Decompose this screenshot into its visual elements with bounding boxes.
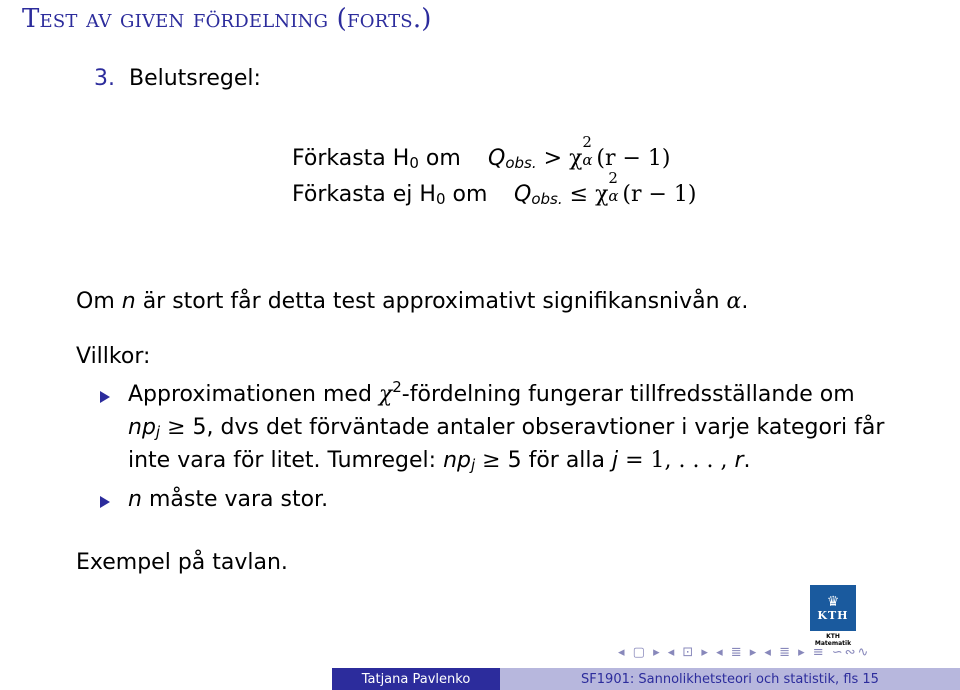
b1-geq: ≥ — [167, 415, 186, 440]
bullet-triangle-icon — [100, 496, 110, 508]
footer-bar — [0, 668, 960, 690]
statement-post: är stort får detta test approximativt signifikansnivån — [135, 289, 727, 314]
step-number: 3. — [94, 66, 115, 91]
rule-accept-relation: ≤ — [569, 182, 589, 207]
b1-jvar: j — [612, 448, 619, 473]
rule-reject-om: om — [425, 146, 461, 171]
rule-reject-chi-sub: α — [582, 151, 593, 169]
rule-reject-text: Förkasta H — [292, 146, 410, 171]
rule-reject — [292, 133, 697, 182]
rule-accept-q: Q — [514, 182, 532, 207]
beamer-navigation-icons[interactable]: ◂ ▢ ▸ ◂ ⊡ ▸ ◂ ≣ ▸ ◂ ≣ ▸ ≡ ∽∾∿ — [618, 645, 871, 660]
rule-accept-text: Förkasta ej H — [292, 182, 436, 207]
b1-np2: np — [443, 448, 471, 473]
b1-text-3: 5, dvs det förväntade antaler obseravtioner i varje kategori får — [192, 415, 885, 440]
b1-j2: j — [470, 456, 476, 474]
rule-reject-q: Q — [488, 146, 506, 171]
crown-icon: ♛ — [826, 593, 840, 610]
b1-np: np — [128, 415, 156, 440]
step-item — [94, 66, 261, 91]
rule-reject-chi: χ — [569, 146, 583, 171]
kth-logo-caption: KTH Matematik — [814, 633, 852, 647]
decision-rules — [292, 133, 697, 218]
statement-alpha: α — [726, 289, 742, 314]
rule-accept-q-sub: obs. — [531, 190, 563, 208]
rule-accept-chi-sup: 2 — [608, 169, 618, 187]
b2-text: måste vara stor. — [141, 487, 329, 512]
bullet-triangle-icon — [100, 391, 110, 403]
b1-text-6: = 1, . . . , — [618, 448, 735, 473]
rule-reject-h-sub: 0 — [409, 154, 419, 172]
statement — [76, 289, 748, 314]
rule-accept-h-sub: 0 — [435, 190, 446, 208]
rule-reject-relation: > — [543, 146, 563, 171]
rule-accept-chi: χ — [595, 182, 609, 207]
step-label: Belutsregel: — [129, 66, 261, 91]
b1-text-1: Approximationen med — [128, 382, 379, 407]
statement-pre: Om — [76, 289, 122, 314]
b1-r: r — [734, 448, 744, 473]
b1-chi-sup: 2 — [392, 378, 402, 396]
rule-accept-om: om — [452, 182, 488, 207]
rule-accept-arg: (r − 1) — [622, 182, 697, 207]
example-note: Exempel på tavlan. — [76, 550, 288, 575]
footer-left — [0, 668, 332, 690]
b1-chi: χ — [378, 382, 393, 407]
footer-author: Tatjana Pavlenko — [332, 668, 500, 690]
b1-geq2: ≥ — [482, 448, 501, 473]
statement-n: n — [121, 289, 136, 314]
b1-text-7: . — [743, 448, 751, 473]
kth-logo — [810, 585, 856, 631]
rule-reject-chi-sup: 2 — [582, 133, 592, 151]
statement-end: . — [741, 289, 749, 314]
b1-text-4: inte vara för litet. Tumregel: — [128, 448, 444, 473]
b2-n: n — [128, 487, 142, 512]
b1-text-2: -fördelning fungerar tillfredsställande om — [401, 382, 855, 407]
condition-item — [76, 379, 928, 478]
kth-logo-text: KTH — [817, 608, 849, 622]
rule-reject-q-sub: obs. — [505, 154, 537, 172]
frame-title: Test av given fördelning (forts.) — [22, 4, 432, 34]
b1-text-5: 5 för alla — [507, 448, 613, 473]
footer-course: SF1901: Sannolikhetsteori och statistik, fls 15 — [500, 668, 960, 690]
conditions-list — [76, 379, 928, 516]
rule-accept-chi-sub: α — [608, 187, 619, 205]
b1-j: j — [155, 423, 161, 441]
condition-item — [76, 484, 928, 516]
rule-reject-arg: (r − 1) — [596, 146, 671, 171]
conditions-label: Villkor: — [76, 344, 151, 369]
rule-accept — [292, 169, 697, 218]
